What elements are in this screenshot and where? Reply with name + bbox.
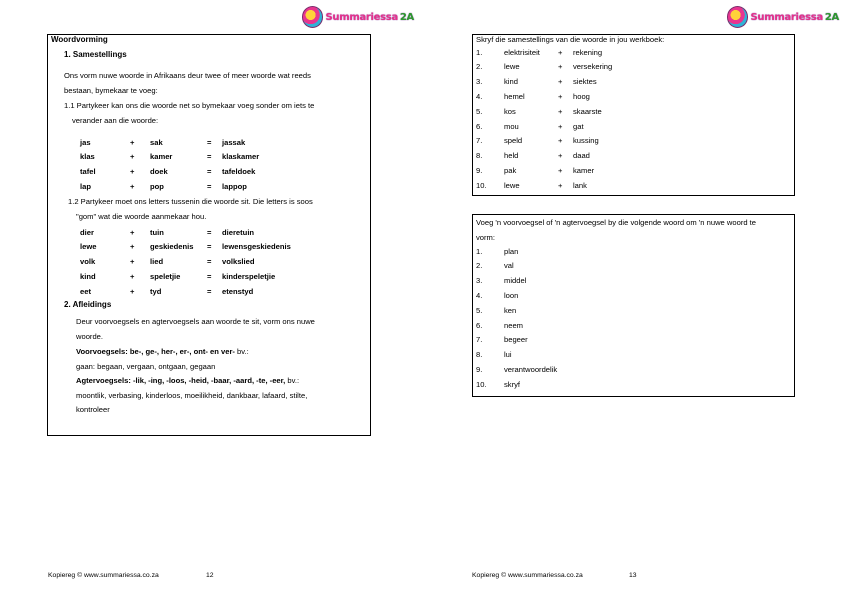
suffix-eg: bv.: (285, 376, 300, 385)
afleidings-line-1: Deur voorvoegsels en agtervoegsels aan woorde te sit, vorm ons nuwe (76, 317, 315, 326)
plus-sign: + (558, 136, 563, 146)
word-part-1: kind (80, 271, 96, 281)
exercise-item (476, 119, 612, 134)
exercise-item (476, 362, 557, 377)
item-number: 2. (476, 62, 483, 72)
word-part-2: geskiedenis (150, 242, 194, 252)
compound-word: kinderspeletjie (222, 271, 276, 281)
plus-sign: + (130, 137, 135, 147)
word-part-1: tafel (80, 167, 96, 177)
base-word: ken (504, 305, 517, 315)
base-word: skryf (504, 379, 521, 389)
equals-sign: = (207, 271, 212, 281)
word-part-1: held (504, 151, 519, 161)
exercise-item (476, 348, 557, 363)
footer-right (472, 572, 637, 579)
rule-1-2-line-1: 1.2 Partykeer moet ons letters tussenin die woorde sit. Die letters is soos (68, 197, 313, 206)
word-part-2: kussing (573, 136, 599, 146)
plus-sign: + (130, 167, 135, 177)
compound-row (80, 255, 291, 270)
rule-1-1-line-1: 1.1 Partykeer kan ons die woorde net so bymekaar voeg sonder om iets te (64, 101, 315, 110)
plus-sign: + (130, 242, 135, 252)
page-number: 13 (629, 572, 637, 579)
item-number: 9. (476, 165, 483, 175)
plus-sign: + (558, 151, 563, 161)
word-part-1: elektrisiteit (504, 47, 540, 57)
word-part-1: mou (504, 121, 519, 131)
suffix-line (76, 377, 299, 385)
exercise-2-list (476, 244, 557, 392)
exercise-2-title-line-1: Voeg 'n voorvoegsel of 'n agtervoegsel by die volgende woord om 'n nuwe woord te (476, 218, 757, 227)
summariessa-logo (727, 6, 839, 28)
page-number: 12 (206, 572, 214, 579)
item-number: 2. (476, 261, 483, 271)
base-word: lui (504, 350, 512, 360)
intro-line-1: Ons vorm nuwe woorde in Afrikaans deur twee of meer woorde wat reeds (64, 71, 311, 80)
word-part-2: daad (573, 151, 590, 161)
exercise-item (476, 149, 612, 164)
plus-sign: + (558, 47, 563, 57)
plus-sign: + (130, 181, 135, 191)
exercise-2-title-line-2: vorm: (476, 233, 495, 242)
exercise-1-list (476, 45, 612, 193)
base-word: begeer (504, 335, 528, 345)
exercise-1-box (472, 34, 795, 196)
plus-sign: + (130, 227, 135, 237)
item-number: 7. (476, 136, 483, 146)
plus-sign: + (130, 271, 135, 281)
compound-word: lappop (222, 181, 247, 191)
word-part-1: eet (80, 286, 91, 296)
exercise-item (476, 75, 612, 90)
prefix-label: Voorvoegsels: be-, ge-, her-, er-, ont- en ver- (76, 347, 235, 356)
equals-sign: = (207, 167, 212, 177)
word-part-1: kind (504, 77, 518, 87)
word-part-1: dier (80, 227, 94, 237)
equals-sign: = (207, 227, 212, 237)
word-part-1: lewe (80, 242, 97, 252)
word-part-2: skaarste (573, 106, 602, 116)
compound-word: jassak (222, 137, 246, 147)
compound-word: tafeldoek (222, 167, 256, 177)
item-number: 6. (476, 121, 483, 131)
equals-sign: = (207, 137, 212, 147)
afleidings-line-2: woorde. (76, 332, 104, 341)
word-part-1: hemel (504, 91, 525, 101)
plus-sign: + (558, 77, 563, 87)
equals-sign: = (207, 257, 212, 267)
item-number: 1. (476, 246, 483, 256)
exercise-1-title: Skryf die samestellings van die woorde in jou werkboek: (476, 35, 665, 44)
base-word: middel (504, 276, 527, 286)
base-word: val (504, 261, 514, 271)
compound-word: lewensgeskiedenis (222, 242, 291, 252)
compound-word: klaskamer (222, 152, 260, 162)
word-part-2: rekening (573, 47, 603, 57)
exercise-2-box (472, 214, 795, 397)
item-number: 10. (476, 180, 487, 190)
equals-sign: = (207, 181, 212, 191)
samestellings-title: 1. Samestellings (64, 50, 127, 59)
exercise-item (476, 244, 557, 259)
exercise-item (476, 134, 612, 149)
prefix-examples: gaan: begaan, vergaan, ontgaan, gegaan (76, 362, 216, 371)
word-part-2: versekering (573, 62, 613, 72)
compound-word: volkslied (222, 257, 255, 267)
item-number: 7. (476, 335, 483, 345)
copyright-text: Kopiereg © www.summariessa.co.za (48, 572, 159, 579)
item-number: 8. (476, 151, 483, 161)
exercise-item (476, 259, 557, 274)
compound-table-2 (80, 225, 291, 299)
word-part-2: speletjie (150, 271, 181, 281)
word-part-2: kamer (573, 165, 595, 175)
exercise-item (476, 377, 557, 392)
exercise-item (476, 288, 557, 303)
right-page (421, 0, 842, 597)
base-word: verantwoordelik (504, 364, 558, 374)
equals-sign: = (207, 152, 212, 162)
compound-row (80, 179, 259, 194)
equals-sign: = (207, 242, 212, 252)
item-number: 9. (476, 364, 483, 374)
suffix-examples-line-2: kontroleer (76, 405, 110, 414)
word-part-2: lank (573, 180, 587, 190)
logo-grade: 2A (399, 11, 414, 23)
word-part-1: speld (504, 136, 523, 146)
base-word: neem (504, 320, 523, 330)
exercise-item (476, 45, 612, 60)
compound-row (80, 240, 291, 255)
item-number: 1. (476, 47, 483, 57)
compound-row (80, 165, 259, 180)
woordvorming-box (47, 34, 371, 436)
exercise-item (476, 303, 557, 318)
item-number: 5. (476, 305, 483, 315)
prefix-eg: bv.: (234, 347, 249, 356)
logo-grade: 2A (824, 11, 839, 23)
plus-sign: + (130, 286, 135, 296)
logo-mascot-icon (302, 6, 323, 28)
word-part-1: kos (504, 106, 516, 116)
section-heading: Woordvorming (51, 35, 108, 44)
logo-name: Summariessa (750, 11, 823, 23)
intro-line-2: bestaan, bymekaar te voeg: (64, 86, 158, 95)
word-part-2: pop (150, 181, 164, 191)
plus-sign: + (558, 106, 563, 116)
plus-sign: + (558, 180, 563, 190)
footer-left (48, 572, 214, 579)
word-part-1: lewe (504, 62, 520, 72)
word-part-2: doek (150, 167, 168, 177)
item-number: 3. (476, 276, 483, 286)
item-number: 6. (476, 320, 483, 330)
word-part-1: lewe (504, 180, 520, 190)
item-number: 10. (476, 379, 487, 389)
item-number: 3. (476, 77, 483, 87)
plus-sign: + (558, 165, 563, 175)
logo-name: Summariessa (325, 11, 398, 23)
prefix-line (76, 348, 249, 356)
copyright-text: Kopiereg © www.summariessa.co.za (472, 572, 583, 579)
plus-sign: + (558, 91, 563, 101)
word-part-2: tuin (150, 227, 164, 237)
equals-sign: = (207, 286, 212, 296)
exercise-item (476, 318, 557, 333)
exercise-item (476, 333, 557, 348)
word-part-2: siektes (573, 77, 597, 87)
item-number: 5. (476, 106, 483, 116)
compound-row (80, 284, 291, 299)
exercise-item (476, 89, 612, 104)
word-part-1: volk (80, 257, 96, 267)
compound-word: dieretuin (222, 227, 255, 237)
compound-row (80, 135, 259, 150)
logo-mascot-icon (727, 6, 748, 28)
plus-sign: + (558, 62, 563, 72)
word-part-1: pak (504, 165, 517, 175)
suffix-examples-line-1: moontlik, verbasing, kinderloos, moeilikheid, dankbaar, lafaard, stilte, (76, 391, 308, 400)
word-part-1: lap (80, 181, 91, 191)
compound-table-1 (80, 135, 259, 194)
word-part-1: jas (80, 137, 91, 147)
word-part-2: lied (150, 257, 164, 267)
plus-sign: + (130, 257, 135, 267)
plus-sign: + (130, 152, 135, 162)
base-word: loon (504, 290, 519, 300)
word-part-2: gat (573, 121, 584, 131)
word-part-2: sak (150, 137, 163, 147)
compound-row (80, 225, 291, 240)
item-number: 4. (476, 91, 483, 101)
compound-word: etenstyd (222, 286, 254, 296)
word-part-2: hoog (573, 91, 590, 101)
plus-sign: + (558, 121, 563, 131)
suffix-label: Agtervoegsels: -lik, -ing, -loos, -heid, -baar, -aard, -te, -eer, (76, 376, 286, 385)
compound-row (80, 150, 259, 165)
compound-row (80, 269, 291, 284)
exercise-item (476, 178, 612, 193)
afleidings-title: 2. Afleidings (64, 300, 112, 309)
word-part-2: tyd (150, 286, 162, 296)
exercise-item (476, 274, 557, 289)
rule-1-1-line-2: verander aan die woorde: (72, 116, 159, 125)
item-number: 4. (476, 290, 483, 300)
rule-1-2-line-2: "gom" wat die woorde aanmekaar hou. (76, 212, 207, 221)
summariessa-logo (302, 6, 414, 28)
base-word: plan (504, 246, 519, 256)
exercise-item (476, 104, 612, 119)
exercise-item (476, 60, 612, 75)
word-part-2: kamer (150, 152, 173, 162)
word-part-1: klas (80, 152, 95, 162)
exercise-item (476, 163, 612, 178)
item-number: 8. (476, 350, 483, 360)
